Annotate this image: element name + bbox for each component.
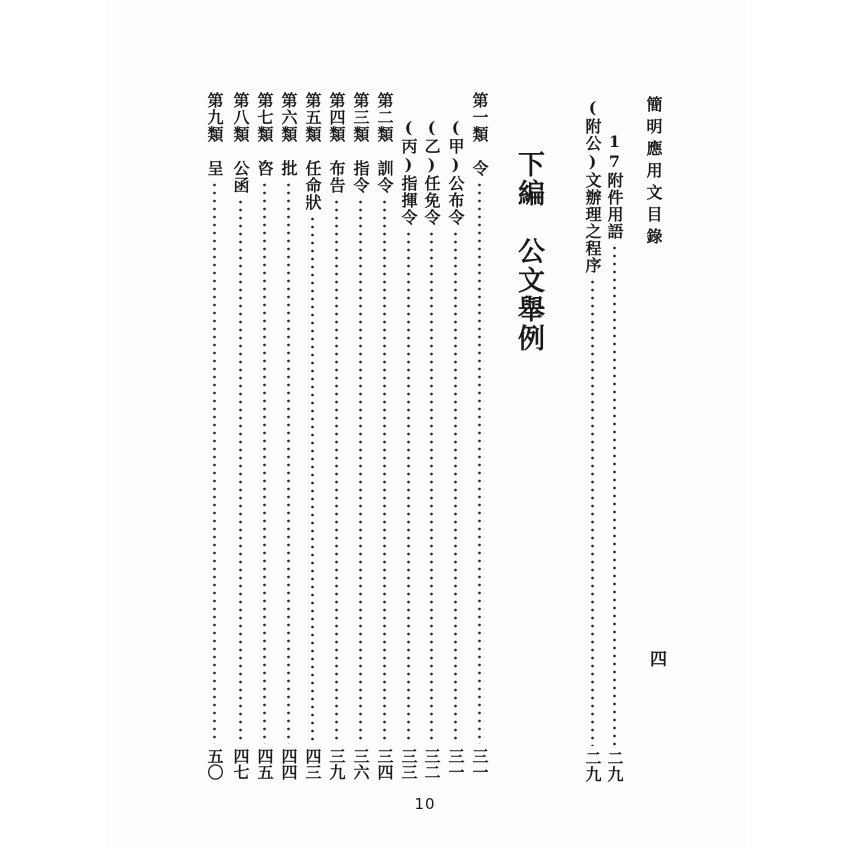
toc-entry-label: 第九類 呈 [205, 92, 224, 177]
leader-dots [287, 181, 290, 744]
toc-entry-page: 二九 [605, 750, 624, 782]
toc-entry-page: 三九 [327, 748, 346, 780]
leader-dots [478, 181, 481, 744]
toc-entry-class-2 [376, 92, 392, 780]
leader-dots [454, 230, 457, 744]
toc-entry-appointment-order [423, 118, 439, 780]
toc-entry-label: 第五類 任命狀 [303, 92, 322, 211]
toc-entry-page: 三二 [422, 748, 441, 780]
leader-dots [239, 198, 242, 744]
toc-entry-page: 三六 [351, 748, 370, 780]
scan-page-number: 10 [414, 795, 436, 813]
toc-entry-label: (乙)任免令 [422, 118, 441, 226]
toc-entry-promulgation-order [447, 118, 463, 780]
toc-entry-label: (丙)指揮令 [399, 118, 418, 226]
toc-entry-document-procedure [584, 98, 600, 782]
toc-entry-label: 第三類 指令 [351, 92, 370, 194]
leader-dots [263, 181, 266, 744]
leader-dots [613, 244, 616, 746]
leader-dots [359, 198, 362, 744]
toc-entry-page: 三一 [470, 748, 489, 780]
toc-entry-class-7 [256, 92, 272, 780]
leader-dots [311, 215, 314, 744]
running-header-page-number: 四 [646, 650, 666, 667]
toc-entry-class-1 [471, 92, 487, 780]
leader-dots [213, 181, 216, 744]
toc-entry-label: (附公)文辦理之程序 [583, 98, 602, 274]
section-title: 下編 公文舉例 [513, 150, 544, 353]
toc-entry-page: 四五 [255, 748, 274, 780]
leader-dots [335, 198, 338, 744]
toc-entry-class-6 [280, 92, 296, 780]
toc-entry-class-3 [352, 92, 368, 780]
toc-entry-page: 四七 [231, 748, 250, 780]
leader-dots [383, 198, 386, 744]
toc-entry-page: 四四 [279, 748, 298, 780]
toc-entry-class-8 [232, 92, 248, 780]
toc-entry-page: 三一 [446, 748, 465, 780]
toc-entry-appendix-terms [606, 132, 622, 782]
toc-entry-class-5 [304, 92, 320, 780]
toc-entry-page: 三三 [399, 748, 418, 780]
leader-dots [430, 230, 433, 744]
toc-entry-class-4 [328, 92, 344, 780]
toc-entry-label: 17附件用語 [605, 132, 624, 240]
leader-dots [407, 230, 410, 744]
toc-entry-page: 四三 [303, 748, 322, 780]
toc-entry-label: 第四類 布告 [327, 92, 346, 194]
toc-entry-label: 第六類 批 [279, 92, 298, 177]
toc-entry-label: 第一類 令 [470, 92, 489, 177]
running-header-title: 簡明應用文目錄 [644, 96, 663, 250]
toc-entry-label: 第八類 公函 [231, 92, 250, 194]
toc-entry-page: 二九 [583, 750, 602, 782]
leader-dots [591, 278, 594, 746]
toc-entry-class-9 [206, 92, 222, 780]
toc-entry-label: 第七類 咨 [255, 92, 274, 177]
toc-entry-command-order [400, 118, 416, 780]
toc-entry-label: (甲)公布令 [446, 118, 465, 226]
toc-entry-label: 第二類 訓令 [375, 92, 394, 194]
toc-entry-page: 三四 [375, 748, 394, 780]
toc-entry-page: 五〇 [205, 748, 224, 780]
